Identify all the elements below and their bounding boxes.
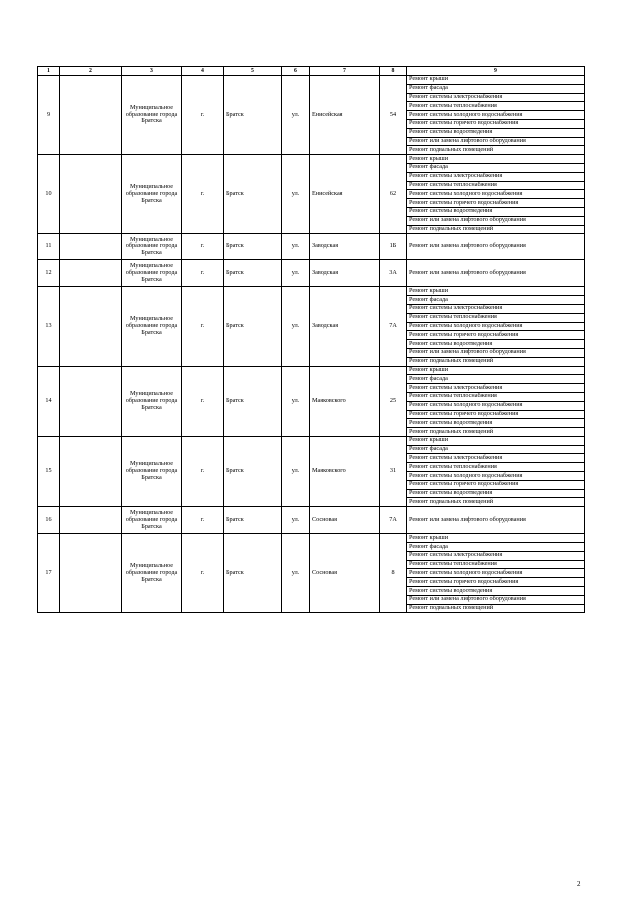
street-type: ул. <box>282 155 310 234</box>
empty-cell <box>60 507 122 534</box>
street-name: Маяковского <box>310 366 380 436</box>
house-number: 25 <box>380 366 407 436</box>
col-header: 6 <box>282 67 310 76</box>
work-item: Ремонт системы горячего водоснабжения <box>407 410 585 419</box>
work-item: Ремонт системы холодного водоснабжения <box>407 111 585 120</box>
row-number: 13 <box>38 287 60 366</box>
empty-cell <box>60 436 122 506</box>
city-name: Братск <box>224 155 282 234</box>
work-item: Ремонт крыши <box>407 436 585 445</box>
work-item: Ремонт системы горячего водоснабжения <box>407 480 585 489</box>
work-item: Ремонт системы электроснабжения <box>407 172 585 181</box>
col-header: 3 <box>122 67 182 76</box>
work-item: Ремонт фасада <box>407 296 585 305</box>
work-item: Ремонт системы горячего водоснабжения <box>407 119 585 128</box>
house-number: 8 <box>380 534 407 613</box>
col-header: 4 <box>182 67 224 76</box>
work-item: Ремонт системы холодного водоснабжения <box>407 401 585 410</box>
col-header: 1 <box>38 67 60 76</box>
work-item: Ремонт системы холодного водоснабжения <box>407 190 585 199</box>
work-item: Ремонт или замена лифтового оборудования <box>407 137 585 146</box>
work-item: Ремонт или замена лифтового оборудования <box>407 234 585 260</box>
settlement-type: г. <box>182 155 224 234</box>
work-item: Ремонт подвальных помещений <box>407 498 585 507</box>
work-item: Ремонт системы водоотведения <box>407 340 585 349</box>
street-name: Заводская <box>310 234 380 260</box>
col-header: 7 <box>310 67 380 76</box>
owner-name: Муниципальное образование города Братска <box>122 234 182 260</box>
city-name: Братск <box>224 366 282 436</box>
city-name: Братск <box>224 76 282 155</box>
work-item: Ремонт системы теплоснабжения <box>407 392 585 401</box>
city-name: Братск <box>224 436 282 506</box>
work-item: Ремонт подвальных помещений <box>407 428 585 437</box>
street-name: Енисейская <box>310 76 380 155</box>
owner-name: Муниципальное образование города Братска <box>122 436 182 506</box>
table-row <box>38 260 585 287</box>
work-item: Ремонт подвальных помещений <box>407 146 585 155</box>
work-item: Ремонт подвальных помещений <box>407 225 585 234</box>
owner-name: Муниципальное образование города Братска <box>122 534 182 613</box>
col-header: 2 <box>60 67 122 76</box>
work-item: Ремонт системы электроснабжения <box>407 304 585 313</box>
owner-name: Муниципальное образование города Братска <box>122 76 182 155</box>
street-type: ул. <box>282 287 310 366</box>
owner-name: Муниципальное образование города Братска <box>122 155 182 234</box>
table-row <box>38 366 585 375</box>
empty-cell <box>60 366 122 436</box>
street-name: Сосновая <box>310 507 380 534</box>
work-item: Ремонт системы теплоснабжения <box>407 560 585 569</box>
work-item: Ремонт крыши <box>407 366 585 375</box>
work-item: Ремонт подвальных помещений <box>407 357 585 366</box>
work-item: Ремонт системы водоотведения <box>407 128 585 137</box>
table-row <box>38 234 585 260</box>
work-item: Ремонт или замена лифтового оборудования <box>407 260 585 287</box>
work-item: Ремонт фасада <box>407 84 585 93</box>
work-item: Ремонт системы горячего водоснабжения <box>407 199 585 208</box>
row-number: 15 <box>38 436 60 506</box>
empty-cell <box>60 287 122 366</box>
house-number: 1Б <box>380 234 407 260</box>
settlement-type: г. <box>182 507 224 534</box>
empty-cell <box>60 234 122 260</box>
house-number: 54 <box>380 76 407 155</box>
street-type: ул. <box>282 534 310 613</box>
city-name: Братск <box>224 234 282 260</box>
row-number: 9 <box>38 76 60 155</box>
work-item: Ремонт системы водоотведения <box>407 489 585 498</box>
city-name: Братск <box>224 260 282 287</box>
row-number: 16 <box>38 507 60 534</box>
col-header: 9 <box>407 67 585 76</box>
work-item: Ремонт системы водоотведения <box>407 207 585 216</box>
table-row <box>38 436 585 445</box>
work-item: Ремонт фасада <box>407 543 585 552</box>
street-type: ул. <box>282 507 310 534</box>
house-number: 62 <box>380 155 407 234</box>
street-type: ул. <box>282 76 310 155</box>
col-header: 8 <box>380 67 407 76</box>
work-item: Ремонт системы холодного водоснабжения <box>407 322 585 331</box>
city-name: Братск <box>224 287 282 366</box>
street-name: Заводская <box>310 287 380 366</box>
work-item: Ремонт системы холодного водоснабжения <box>407 472 585 481</box>
street-type: ул. <box>282 436 310 506</box>
settlement-type: г. <box>182 436 224 506</box>
repair-table <box>37 66 585 613</box>
street-name: Заводская <box>310 260 380 287</box>
empty-cell <box>60 76 122 155</box>
work-item: Ремонт или замена лифтового оборудования <box>407 507 585 534</box>
work-item: Ремонт системы теплоснабжения <box>407 181 585 190</box>
street-type: ул. <box>282 260 310 287</box>
row-number: 11 <box>38 234 60 260</box>
work-item: Ремонт фасада <box>407 445 585 454</box>
work-item: Ремонт системы водоотведения <box>407 587 585 596</box>
settlement-type: г. <box>182 76 224 155</box>
street-type: ул. <box>282 366 310 436</box>
table-row <box>38 155 585 164</box>
owner-name: Муниципальное образование города Братска <box>122 366 182 436</box>
work-item: Ремонт или замена лифтового оборудования <box>407 216 585 225</box>
work-item: Ремонт системы теплоснабжения <box>407 102 585 111</box>
table-row <box>38 287 585 296</box>
work-item: Ремонт системы холодного водоснабжения <box>407 569 585 578</box>
house-number: 7А <box>380 507 407 534</box>
street-name: Енисейская <box>310 155 380 234</box>
settlement-type: г. <box>182 287 224 366</box>
house-number: 3А <box>380 260 407 287</box>
header-row <box>38 67 585 76</box>
row-number: 14 <box>38 366 60 436</box>
work-item: Ремонт системы горячего водоснабжения <box>407 578 585 587</box>
work-item: Ремонт системы теплоснабжения <box>407 313 585 322</box>
street-type: ул. <box>282 234 310 260</box>
work-item: Ремонт системы электроснабжения <box>407 551 585 560</box>
work-item: Ремонт крыши <box>407 155 585 164</box>
col-header: 5 <box>224 67 282 76</box>
work-item: Ремонт крыши <box>407 287 585 296</box>
work-item: Ремонт или замена лифтового оборудования <box>407 595 585 604</box>
row-number: 17 <box>38 534 60 613</box>
work-item: Ремонт подвальных помещений <box>407 604 585 613</box>
work-item: Ремонт системы водоотведения <box>407 419 585 428</box>
city-name: Братск <box>224 534 282 613</box>
empty-cell <box>60 260 122 287</box>
owner-name: Муниципальное образование города Братска <box>122 260 182 287</box>
table-row <box>38 534 585 543</box>
owner-name: Муниципальное образование города Братска <box>122 287 182 366</box>
city-name: Братск <box>224 507 282 534</box>
table-body <box>38 76 585 613</box>
work-item: Ремонт крыши <box>407 534 585 543</box>
work-item: Ремонт фасада <box>407 163 585 172</box>
work-item: Ремонт или замена лифтового оборудования <box>407 348 585 357</box>
row-number: 12 <box>38 260 60 287</box>
work-item: Ремонт системы электроснабжения <box>407 93 585 102</box>
settlement-type: г. <box>182 234 224 260</box>
empty-cell <box>60 534 122 613</box>
owner-name: Муниципальное образование города Братска <box>122 507 182 534</box>
table-row <box>38 507 585 534</box>
page-number: 2 <box>577 880 581 888</box>
row-number: 10 <box>38 155 60 234</box>
work-item: Ремонт системы теплоснабжения <box>407 463 585 472</box>
empty-cell <box>60 155 122 234</box>
settlement-type: г. <box>182 260 224 287</box>
work-item: Ремонт системы электроснабжения <box>407 384 585 393</box>
work-item: Ремонт системы горячего водоснабжения <box>407 331 585 340</box>
table-row <box>38 76 585 85</box>
work-item: Ремонт крыши <box>407 76 585 85</box>
settlement-type: г. <box>182 366 224 436</box>
street-name: Маяковского <box>310 436 380 506</box>
work-item: Ремонт фасада <box>407 375 585 384</box>
house-number: 7А <box>380 287 407 366</box>
house-number: 31 <box>380 436 407 506</box>
street-name: Сосновая <box>310 534 380 613</box>
settlement-type: г. <box>182 534 224 613</box>
work-item: Ремонт системы электроснабжения <box>407 454 585 463</box>
